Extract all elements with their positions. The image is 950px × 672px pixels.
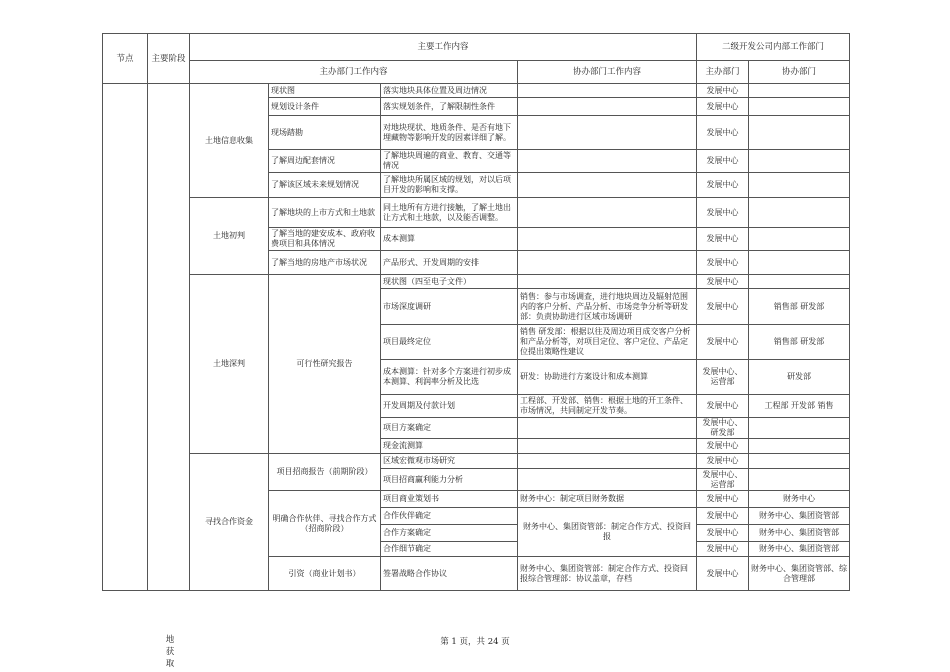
lead-content-cell: 项目方案确定: [381, 418, 518, 439]
assist-content-cell: [518, 251, 697, 275]
lead-content-cell: 产品形式、开发周期的安排: [381, 251, 518, 275]
lead-content-cell: 落实规划条件，了解限制性条件: [381, 98, 518, 116]
assist-content-cell: [518, 469, 697, 491]
assist-content-cell: 销售：参与市场调查，进行地块周边及辐射范围内的客户分析、产品分析、市场竞争分析等研发部：负责协助进行区域市场调研: [518, 289, 697, 325]
section-judge: 土地初判: [190, 198, 269, 275]
header-main-stage: 主要阶段: [148, 34, 190, 84]
assist-dept-cell: 财务中心、集团资管部: [749, 542, 850, 557]
assist-content-cell: 销售 研发部：根据以往及周边项目成交客户分析和产品分析等，对项目定位、客户定位、产品定位提出策略性建议: [518, 325, 697, 360]
assist-content-cell: 财务中心、集团资管部：制定合作方式、投资回报: [518, 508, 697, 557]
assist-dept-cell: 财务中心: [749, 491, 850, 508]
lead-dept-cell: 发展中心: [697, 251, 749, 275]
assist-dept-cell: [749, 198, 850, 228]
lead-dept-cell: 发展中心: [697, 542, 749, 557]
assist-content-cell: [518, 454, 697, 469]
lead-content-cell: 项目招商赢利能力分析: [381, 469, 518, 491]
lead-dept-cell: 发展中心: [697, 84, 749, 98]
lead-dept-cell: 发展中心、运营部: [697, 469, 749, 491]
header-main-work: 主要工作内容: [190, 34, 697, 61]
assist-content-cell: [518, 173, 697, 198]
assist-content-cell: [518, 84, 697, 98]
assist-dept-cell: [749, 116, 850, 150]
task-cell: 了解周边配套情况: [269, 150, 381, 173]
page-number: 第 1 页，共 24 页: [440, 637, 510, 647]
assist-dept-cell: 研发部: [749, 360, 850, 395]
header-second-company: 二级开发公司内部工作部门: [697, 34, 850, 61]
assist-dept-cell: 财务中心、集团资管部: [749, 525, 850, 542]
sub-intro: 引资（商业计划书）: [269, 557, 381, 591]
assist-dept-cell: [749, 228, 850, 251]
lead-content-cell: 同土地所有方进行接触，了解土地出让方式和土地款，以及能否调整。: [381, 198, 518, 228]
lead-dept-cell: 发展中心: [697, 98, 749, 116]
lead-dept-cell: 发展中心: [697, 275, 749, 289]
lead-content-cell: 区域宏微观市场研究: [381, 454, 518, 469]
lead-dept-cell: 发展中心: [697, 557, 749, 591]
assist-dept-cell: [749, 439, 850, 454]
lead-content-cell: 签署战略合作协议: [381, 557, 518, 591]
assist-dept-cell: 销售部 研发部: [749, 325, 850, 360]
task-cell: 了解地块的上市方式和土地款: [269, 198, 381, 228]
lead-dept-cell: 发展中心: [697, 454, 749, 469]
assist-content-cell: [518, 418, 697, 439]
lead-dept-cell: 发展中心: [697, 116, 749, 150]
assist-content-cell: [518, 275, 697, 289]
assist-dept-cell: 财务中心、集团资管部、综合管理部: [749, 557, 850, 591]
lead-content-cell: 市场深度调研: [381, 289, 518, 325]
task-cell: 现场踏勘: [269, 116, 381, 150]
task-cell: 了解该区域未来规划情况: [269, 173, 381, 198]
assist-dept-cell: [749, 251, 850, 275]
work-table: [102, 33, 850, 591]
lead-content-cell: 落实地块具体位置及周边情况: [381, 84, 518, 98]
header-assist-content: 协办部门工作内容: [518, 61, 697, 84]
sub-invest-report: 项目招商报告（前期阶段）: [269, 454, 381, 491]
task-cell: 现状图: [269, 84, 381, 98]
lead-dept-cell: 发展中心、运营部: [697, 360, 749, 395]
assist-content-cell: [518, 198, 697, 228]
assist-dept-cell: [749, 98, 850, 116]
stage-fragment-text: 地获取: [165, 635, 175, 669]
sub-coop: 明确合作伙伴、寻找合作方式（招商阶段）: [269, 491, 381, 557]
assist-content-cell: [518, 98, 697, 116]
assist-content-cell: 财务中心：制定项目财务数据: [518, 491, 697, 508]
lead-dept-cell: 发展中心: [697, 325, 749, 360]
assist-dept-cell: 工程部 开发部 销售: [749, 395, 850, 418]
lead-content-cell: 项目最终定位: [381, 325, 518, 360]
lead-dept-cell: 发展中心: [697, 228, 749, 251]
lead-content-cell: 合作细节确定: [381, 542, 518, 557]
lead-content-cell: 合作伙伴确定: [381, 508, 518, 525]
assist-content-cell: [518, 228, 697, 251]
header-lead-dept: 主办部门: [697, 61, 749, 84]
header-node: 节点: [103, 34, 148, 84]
assist-dept-cell: [749, 173, 850, 198]
assist-dept-cell: [749, 454, 850, 469]
assist-dept-cell: 销售部 研发部: [749, 289, 850, 325]
assist-content-cell: [518, 150, 697, 173]
lead-dept-cell: 发展中心: [697, 439, 749, 454]
lead-dept-cell: 发展中心: [697, 491, 749, 508]
assist-content-cell: [518, 439, 697, 454]
lead-content-cell: 现状图（四至电子文件）: [381, 275, 518, 289]
assist-dept-cell: [749, 84, 850, 98]
assist-dept-cell: [749, 150, 850, 173]
sub-feasibility: 可行性研究报告: [269, 275, 381, 454]
assist-content-cell: 工程部、开发部、销售：根据土地的开工条件、市场情况，共同制定开发节奏。: [518, 395, 697, 418]
stage-cell: [148, 84, 190, 591]
lead-content-cell: 现金流测算: [381, 439, 518, 454]
header-lead-content: 主办部门工作内容: [190, 61, 518, 84]
lead-dept-cell: 发展中心: [697, 395, 749, 418]
lead-content-cell: 成本测算：针对多个方案进行初步成本测算、利润率分析及比选: [381, 360, 518, 395]
lead-dept-cell: 发展中心: [697, 173, 749, 198]
task-cell: 了解当地的房地产市场状况: [269, 251, 381, 275]
lead-dept-cell: 发展中心、研发部: [697, 418, 749, 439]
header-assist-dept: 协办部门: [749, 61, 850, 84]
task-cell: 了解当地的建安成本、政府收费项目和具体情况: [269, 228, 381, 251]
lead-content-cell: 项目商业策划书: [381, 491, 518, 508]
lead-dept-cell: 发展中心: [697, 198, 749, 228]
lead-content-cell: 了解地块所属区域的规划，对以后项目开发的影响和支撑。: [381, 173, 518, 198]
assist-dept-cell: 财务中心、集团资管部: [749, 508, 850, 525]
lead-content-cell: 成本测算: [381, 228, 518, 251]
lead-content-cell: 了解地块周遍的商业、教育、交通等情况: [381, 150, 518, 173]
assist-content-cell: 研发：协助进行方案设计和成本测算: [518, 360, 697, 395]
assist-dept-cell: [749, 418, 850, 439]
lead-dept-cell: 发展中心: [697, 150, 749, 173]
task-cell: 规划设计条件: [269, 98, 381, 116]
section-deep: 土地深判: [190, 275, 269, 454]
assist-dept-cell: [749, 275, 850, 289]
assist-content-cell: [518, 116, 697, 150]
lead-content-cell: 对地块现状、地质条件、是否有地下埋藏物等影响开发的因素详细了解。: [381, 116, 518, 150]
section-partner: 寻找合作资金: [190, 454, 269, 591]
node-cell: [103, 84, 148, 591]
lead-dept-cell: 发展中心: [697, 289, 749, 325]
assist-content-cell: 财务中心、集团资管部：制定合作方式、投资回报综合管理部：协议盖章，存档: [518, 557, 697, 591]
lead-content-cell: 合作方案确定: [381, 525, 518, 542]
lead-dept-cell: 发展中心: [697, 525, 749, 542]
lead-dept-cell: 发展中心: [697, 508, 749, 525]
assist-dept-cell: [749, 469, 850, 491]
section-info: 土地信息收集: [190, 84, 269, 198]
lead-content-cell: 开发周期及付款计划: [381, 395, 518, 418]
